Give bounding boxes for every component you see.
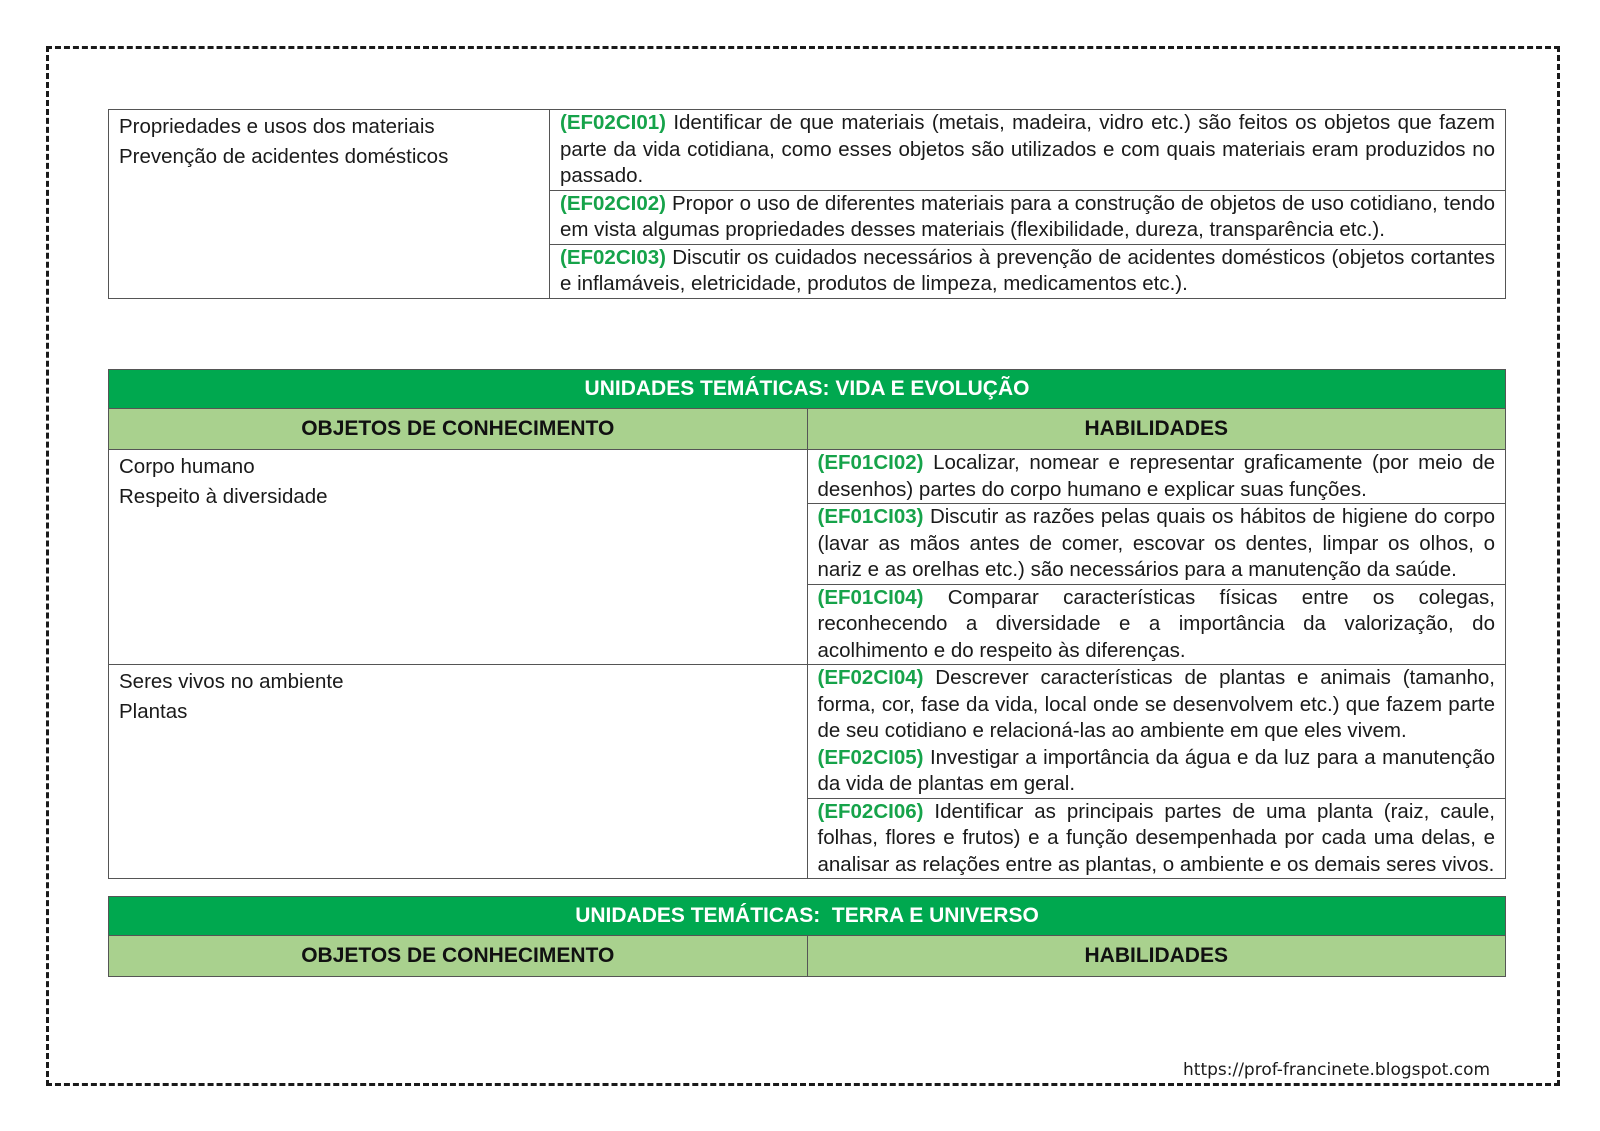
skill-text: Descrever características de plantas e animais (tamanho, forma, cor, fase da vida, local onde se desenvolvem etc.) que fazem parte de seu cotidiano e relacioná-las ao ambiente em que eles vivem.: [817, 666, 1495, 742]
object-item: Prevenção de acidentes domésticos: [119, 145, 449, 168]
object-item: Corpo humano: [119, 455, 255, 478]
col-skills-header: HABILIDADES: [807, 936, 1506, 977]
col-skills-header: HABILIDADES: [807, 409, 1506, 450]
objects-cell: [109, 665, 808, 879]
skill-code: (EF02CI05): [817, 745, 924, 769]
skill-text: Propor o uso de diferentes materiais para a construção de objetos de uso cotidiano, tendo em vista algumas propriedades desses materiais (flexibilidade, dureza, transparência etc.).: [560, 191, 1495, 241]
skill-cell: [807, 450, 1506, 504]
skill-code: (EF01CI03): [817, 505, 924, 528]
materials-table: [108, 109, 1506, 299]
skill-text: Localizar, nomear e representar graficamente (por meio de desenhos) partes do corpo humano e explicar suas funções.: [817, 451, 1495, 501]
skill-code: (EF02CI03): [560, 245, 666, 269]
unit-title: UNIDADES TEMÁTICAS: VIDA E EVOLUÇÃO: [109, 370, 1506, 409]
objects-cell: [109, 450, 808, 665]
object-item: Respeito à diversidade: [119, 485, 328, 508]
unit-header-row: [109, 897, 1506, 936]
column-header-row: [109, 936, 1506, 977]
unit-title: UNIDADES TEMÁTICAS: TERRA E UNIVERSO: [109, 897, 1506, 936]
skill-code: (EF02CI01): [560, 111, 666, 134]
table-row: [109, 665, 1506, 799]
skill-cell: [807, 798, 1506, 879]
unit-header-row: [109, 370, 1506, 409]
vida-evolucao-table: [108, 369, 1506, 879]
col-objects-header: OBJETOS DE CONHECIMENTO: [109, 936, 808, 977]
skill-code: (EF02CI02): [560, 191, 666, 215]
skill-cell: [807, 665, 1506, 799]
skill-cell: [807, 584, 1506, 665]
column-header-row: [109, 409, 1506, 450]
footer-url: https://prof-francinete.blogspot.com: [1183, 1060, 1491, 1080]
table-row: [109, 450, 1506, 504]
table-row: [109, 110, 1506, 191]
object-item: Propriedades e usos dos materiais: [119, 115, 435, 138]
skill-cell: [807, 504, 1506, 585]
skill-text: Discutir as razões pelas quais os hábitos de higiene do corpo (lavar as mãos antes de comer, escovar os dentes, limpar os olhos, o nariz e as orelhas etc.) são necessários para a manutenção da saúde.: [817, 505, 1495, 581]
object-item: Seres vivos no ambiente: [119, 670, 344, 693]
skill-cell: [550, 110, 1506, 191]
terra-universo-table: [108, 896, 1506, 977]
skill-text: Discutir os cuidados necessários à prevenção de acidentes domésticos (objetos cortantes e inflamáveis, eletricidade, produtos de limpeza, medicamentos etc.).: [560, 245, 1495, 295]
objects-cell: [109, 110, 550, 299]
skill-text: Comparar características físicas entre os colegas, reconhecendo a diversidade e a importância da valorização, do acolhimento e do respeito às diferenças.: [817, 585, 1495, 662]
skill-code: (EF02CI04): [817, 666, 924, 689]
object-item: Plantas: [119, 700, 188, 723]
skill-cell: [550, 190, 1506, 244]
skill-text: Identificar as principais partes de uma planta (raiz, caule, folhas, flores e frutos) e a função desempenhada por cada uma delas, e analisar as relações entre as plantas, o ambiente e os demais seres vivos.: [817, 799, 1495, 876]
skill-code: (EF02CI06): [817, 799, 924, 823]
skill-code: (EF01CI02): [817, 451, 924, 474]
skill-text: Identificar de que materiais (metais, madeira, vidro etc.) são feitos os objetos que fazem parte da vida cotidiana, como esses objetos são utilizados e com quais materiais eram produzidos no passado.: [560, 111, 1495, 187]
col-objects-header: OBJETOS DE CONHECIMENTO: [109, 409, 808, 450]
skill-cell: [550, 244, 1506, 298]
skill-code: (EF01CI04): [817, 585, 924, 609]
skill-text: Investigar a importância da água e da luz para a manutenção da vida de plantas em geral.: [817, 745, 1495, 795]
